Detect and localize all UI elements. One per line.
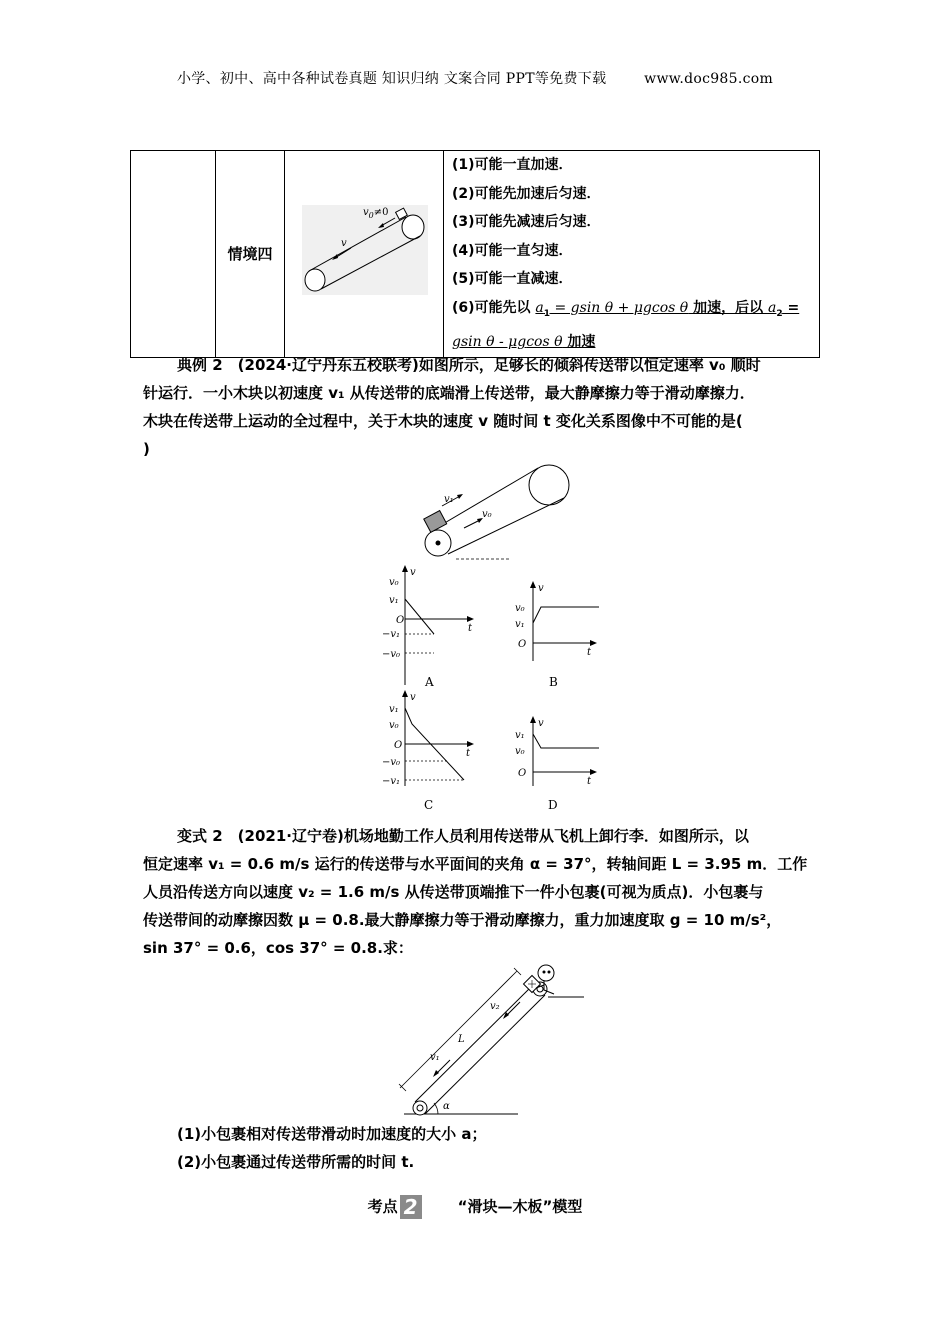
- variant-2-line: 人员沿传送方向以速度 v₂ = 1.6 m/s 从传送带顶端推下一件小包裹(可视为质点)．小包裹与: [143, 883, 764, 901]
- scenario-items: [444, 151, 820, 358]
- svg-text:t: t: [466, 748, 471, 759]
- svg-text:v₁: v₁: [430, 1052, 440, 1063]
- svg-text:v₀: v₀: [389, 720, 399, 731]
- svg-text:t: t: [587, 776, 592, 787]
- conveyor-figure-4: [285, 152, 443, 352]
- question-2: (2)小包裹通过传送带所需的时间 t.: [177, 1153, 415, 1171]
- svg-text:−v₁: −v₁: [382, 776, 401, 787]
- graph-b-series: [533, 607, 599, 623]
- example-2-line: 针运行．一小木块以初速度 v₁ 从传送带的底端滑上传送带，最大静摩擦力等于滑动摩擦力．: [143, 384, 755, 402]
- svg-text:α: α: [443, 1101, 450, 1112]
- example-2: [143, 351, 813, 463]
- list-item: (3)可能先减速后匀速．: [452, 214, 601, 231]
- page-header: [0, 68, 950, 88]
- graph-c: [360, 690, 480, 818]
- svg-text:−v₀: −v₀: [382, 649, 401, 660]
- graph-b: [495, 565, 615, 693]
- svg-text:t: t: [587, 647, 592, 658]
- graph-d-series: [533, 734, 599, 748]
- example-2-line: 典例 2 (2024·辽宁丹东五校联考)如图所示，足够长的倾斜传送带以恒定速率 v₀ 顺时: [177, 356, 761, 374]
- section-heading: [0, 1195, 950, 1219]
- svg-text:O: O: [394, 740, 403, 751]
- list-item: gsin θ - μgcos θ 加速: [452, 334, 596, 351]
- variant-2-line: 传送带间的动摩擦因数 μ = 0.8.最大静摩擦力等于滑动摩擦力，重力加速度取 g = 10 m/s²，: [143, 911, 782, 929]
- graph-a-label: A: [425, 675, 434, 689]
- list-item: (1)可能一直加速．: [452, 157, 573, 173]
- variant-2-conveyor-figure: [398, 962, 586, 1120]
- svg-text:v₀: v₀: [389, 577, 399, 588]
- variant-2: [143, 822, 813, 962]
- variant-2-line: 恒定速率 v₁ = 0.6 m/s 运行的传送带与水平面间的夹角 α = 37°，转轴间距 L = 3.95 m．工作: [143, 855, 808, 873]
- svg-text:O: O: [518, 768, 527, 779]
- svg-text:O: O: [396, 615, 405, 626]
- table-empty-cell: [131, 151, 216, 358]
- svg-text:v₀: v₀: [515, 746, 525, 757]
- svg-text:v₀: v₀: [482, 509, 492, 520]
- situation-table: [130, 150, 820, 358]
- variant-2-questions: [143, 1120, 813, 1176]
- svg-text:v: v: [538, 718, 544, 729]
- graph-a: [360, 565, 480, 693]
- graph-b-label: B: [549, 675, 558, 689]
- graph-a-series: [405, 599, 434, 634]
- variant-2-line: sin 37° = 0.6，cos 37° = 0.8.求：: [143, 939, 413, 957]
- list-item: (2)可能先加速后匀速．: [452, 185, 601, 202]
- svg-text:t: t: [468, 623, 473, 634]
- example-2-line: 木块在传送带上运动的全过程中，关于木块的速度 v 随时间 t 变化关系图像中不可能的是(: [143, 412, 743, 430]
- svg-text:−v₀: −v₀: [382, 757, 401, 768]
- list-item: (5)可能一直减速．: [452, 271, 573, 288]
- svg-text:v₁: v₁: [515, 730, 525, 741]
- example-2-conveyor-figure: [416, 458, 576, 568]
- svg-text:v0≠0: $v_0\ne 0$: [363, 206, 389, 220]
- header-url[interactable]: www.doc985.com: [644, 71, 774, 87]
- scenario-figure-cell: [285, 151, 444, 358]
- svg-text:v: v: [538, 583, 544, 594]
- header-text: 小学、初中、高中各种试卷真题 知识归纳 文案合同 PPT等免费下载: [176, 71, 607, 87]
- svg-text:v: v: [410, 692, 416, 703]
- section-title: “滑块—木板”模型: [457, 1197, 583, 1216]
- belt-v-label: v: [341, 237, 347, 249]
- svg-text:v₀: v₀: [515, 603, 525, 614]
- section-number-badge: 2: [400, 1195, 422, 1219]
- svg-text:L: L: [458, 1034, 465, 1045]
- svg-text:v₁: v₁: [389, 704, 399, 715]
- svg-text:v: v: [410, 567, 416, 578]
- list-item: (6)可能先以 $a_1 = gsin$ θ + μgcos θ 加速，后以 $a_2$ =: [452, 299, 800, 319]
- svg-text:−v₁: −v₁: [382, 629, 401, 640]
- scenario-name: 情境四: [216, 151, 285, 358]
- graph-c-label: C: [424, 798, 434, 812]
- variant-2-line: 变式 2 (2021·辽宁卷)机场地勤工作人员利用传送带从飞机上卸行李．如图所示，以: [177, 827, 749, 845]
- svg-text:v₁: v₁: [444, 494, 454, 505]
- graph-d: [495, 690, 615, 818]
- list-item: (4)可能一直匀速．: [452, 242, 573, 259]
- svg-text:v₁: v₁: [515, 619, 525, 630]
- graph-d-label: D: [548, 798, 558, 812]
- svg-text:O: O: [518, 639, 527, 650]
- svg-text:v₂: v₂: [490, 1001, 500, 1012]
- example-2-line: ): [143, 440, 150, 458]
- question-1: (1)小包裹相对传送带滑动时加速度的大小 a；: [177, 1125, 487, 1143]
- section-prefix: 考点: [367, 1197, 398, 1216]
- svg-text:v₁: v₁: [389, 595, 399, 606]
